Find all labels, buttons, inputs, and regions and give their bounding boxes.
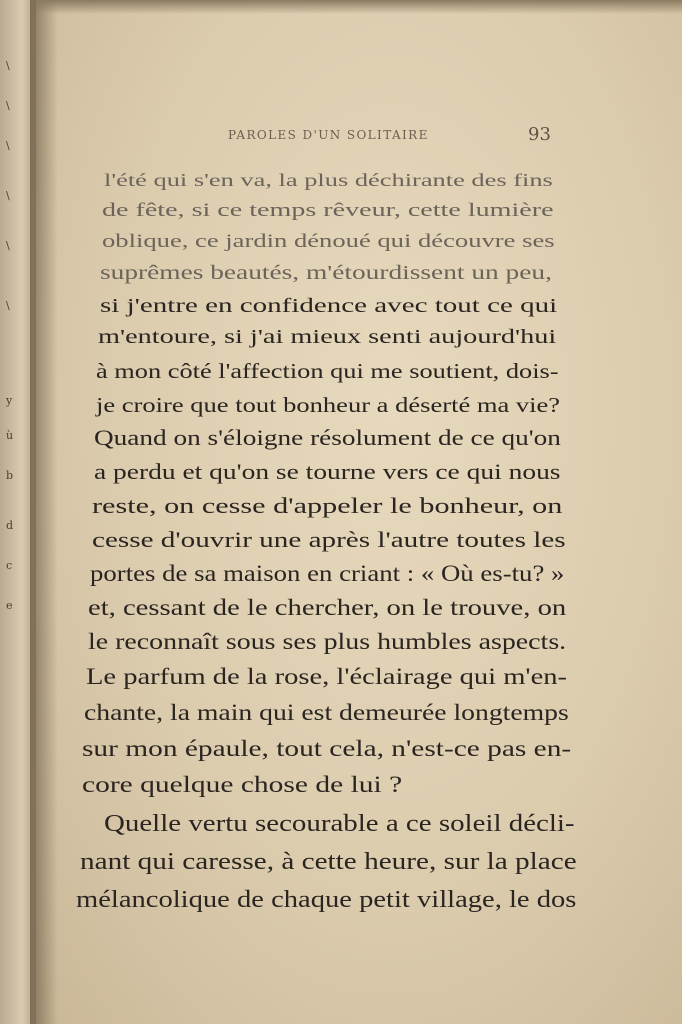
gutter-shadow — [30, 0, 58, 1024]
text-line: Quand on s'éloigne résolument de ce qu'on — [94, 425, 561, 451]
margin-fragment: \ — [6, 239, 10, 252]
margin-fragment: c — [6, 559, 13, 572]
text-line: l'été qui s'en va, la plus déchirante des fins — [104, 169, 553, 190]
text-line: si j'entre en confidence avec tout ce qui — [100, 294, 558, 317]
text-line: a perdu et qu'on se tourne vers ce qui nous — [94, 459, 561, 485]
margin-fragment: e — [6, 599, 13, 612]
margin-fragment: \ — [6, 189, 10, 202]
text-line: à mon côté l'affection qui me soutient, dois- — [96, 358, 559, 383]
text-line: je croire que tout bonheur a déserté ma vie? — [96, 392, 561, 417]
text-line: Quelle vertu secourable a ce soleil décli- — [104, 811, 575, 838]
text-line: de fête, si ce temps rêveur, cette lumière — [102, 200, 554, 221]
margin-fragment: y — [6, 394, 13, 407]
text-line: oblique, ce jardin dénoué qui découvre ses — [102, 231, 555, 253]
margin-fragment: \ — [6, 299, 10, 312]
text-line: mélancolique de chaque petit village, le dos — [76, 887, 577, 914]
text-line: suprêmes beautés, m'étourdissent un peu, — [100, 262, 552, 284]
text-line: portes de sa maison en criant : « Où es-tu? » — [90, 560, 565, 586]
text-line: sur mon épaule, tout cela, n'est-ce pas en- — [82, 736, 572, 763]
text-line: cesse d'ouvrir une après l'autre toutes les — [92, 527, 566, 553]
margin-fragment: d — [6, 519, 14, 532]
margin-fragment: \ — [6, 59, 10, 72]
text-line: core quelque chose de lui ? — [82, 772, 403, 799]
text-line: et, cessant de le chercher, on le trouve, on — [88, 594, 567, 620]
margin-fragment: \ — [6, 99, 10, 112]
text-line: chante, la main qui est demeurée longtemps — [84, 700, 569, 727]
margin-fragment: ù — [6, 429, 14, 442]
margin-fragment: b — [6, 469, 14, 482]
page-top-shadow — [36, 0, 682, 14]
text-line: le reconnaît sous ses plus humbles aspects. — [88, 628, 567, 654]
page-number: 93 — [528, 124, 551, 145]
text-line: Le parfum de la rose, l'éclairage qui m'en- — [86, 664, 568, 691]
text-line: reste, on cesse d'appeler le bonheur, on — [92, 493, 563, 519]
margin-fragment: \ — [6, 139, 10, 152]
text-line: nant qui caresse, à cette heure, sur la place — [80, 849, 577, 876]
running-head: PAROLES D'UN SOLITAIRE — [228, 128, 429, 142]
text-line: m'entoure, si j'ai mieux senti aujourd'hui — [98, 326, 557, 349]
